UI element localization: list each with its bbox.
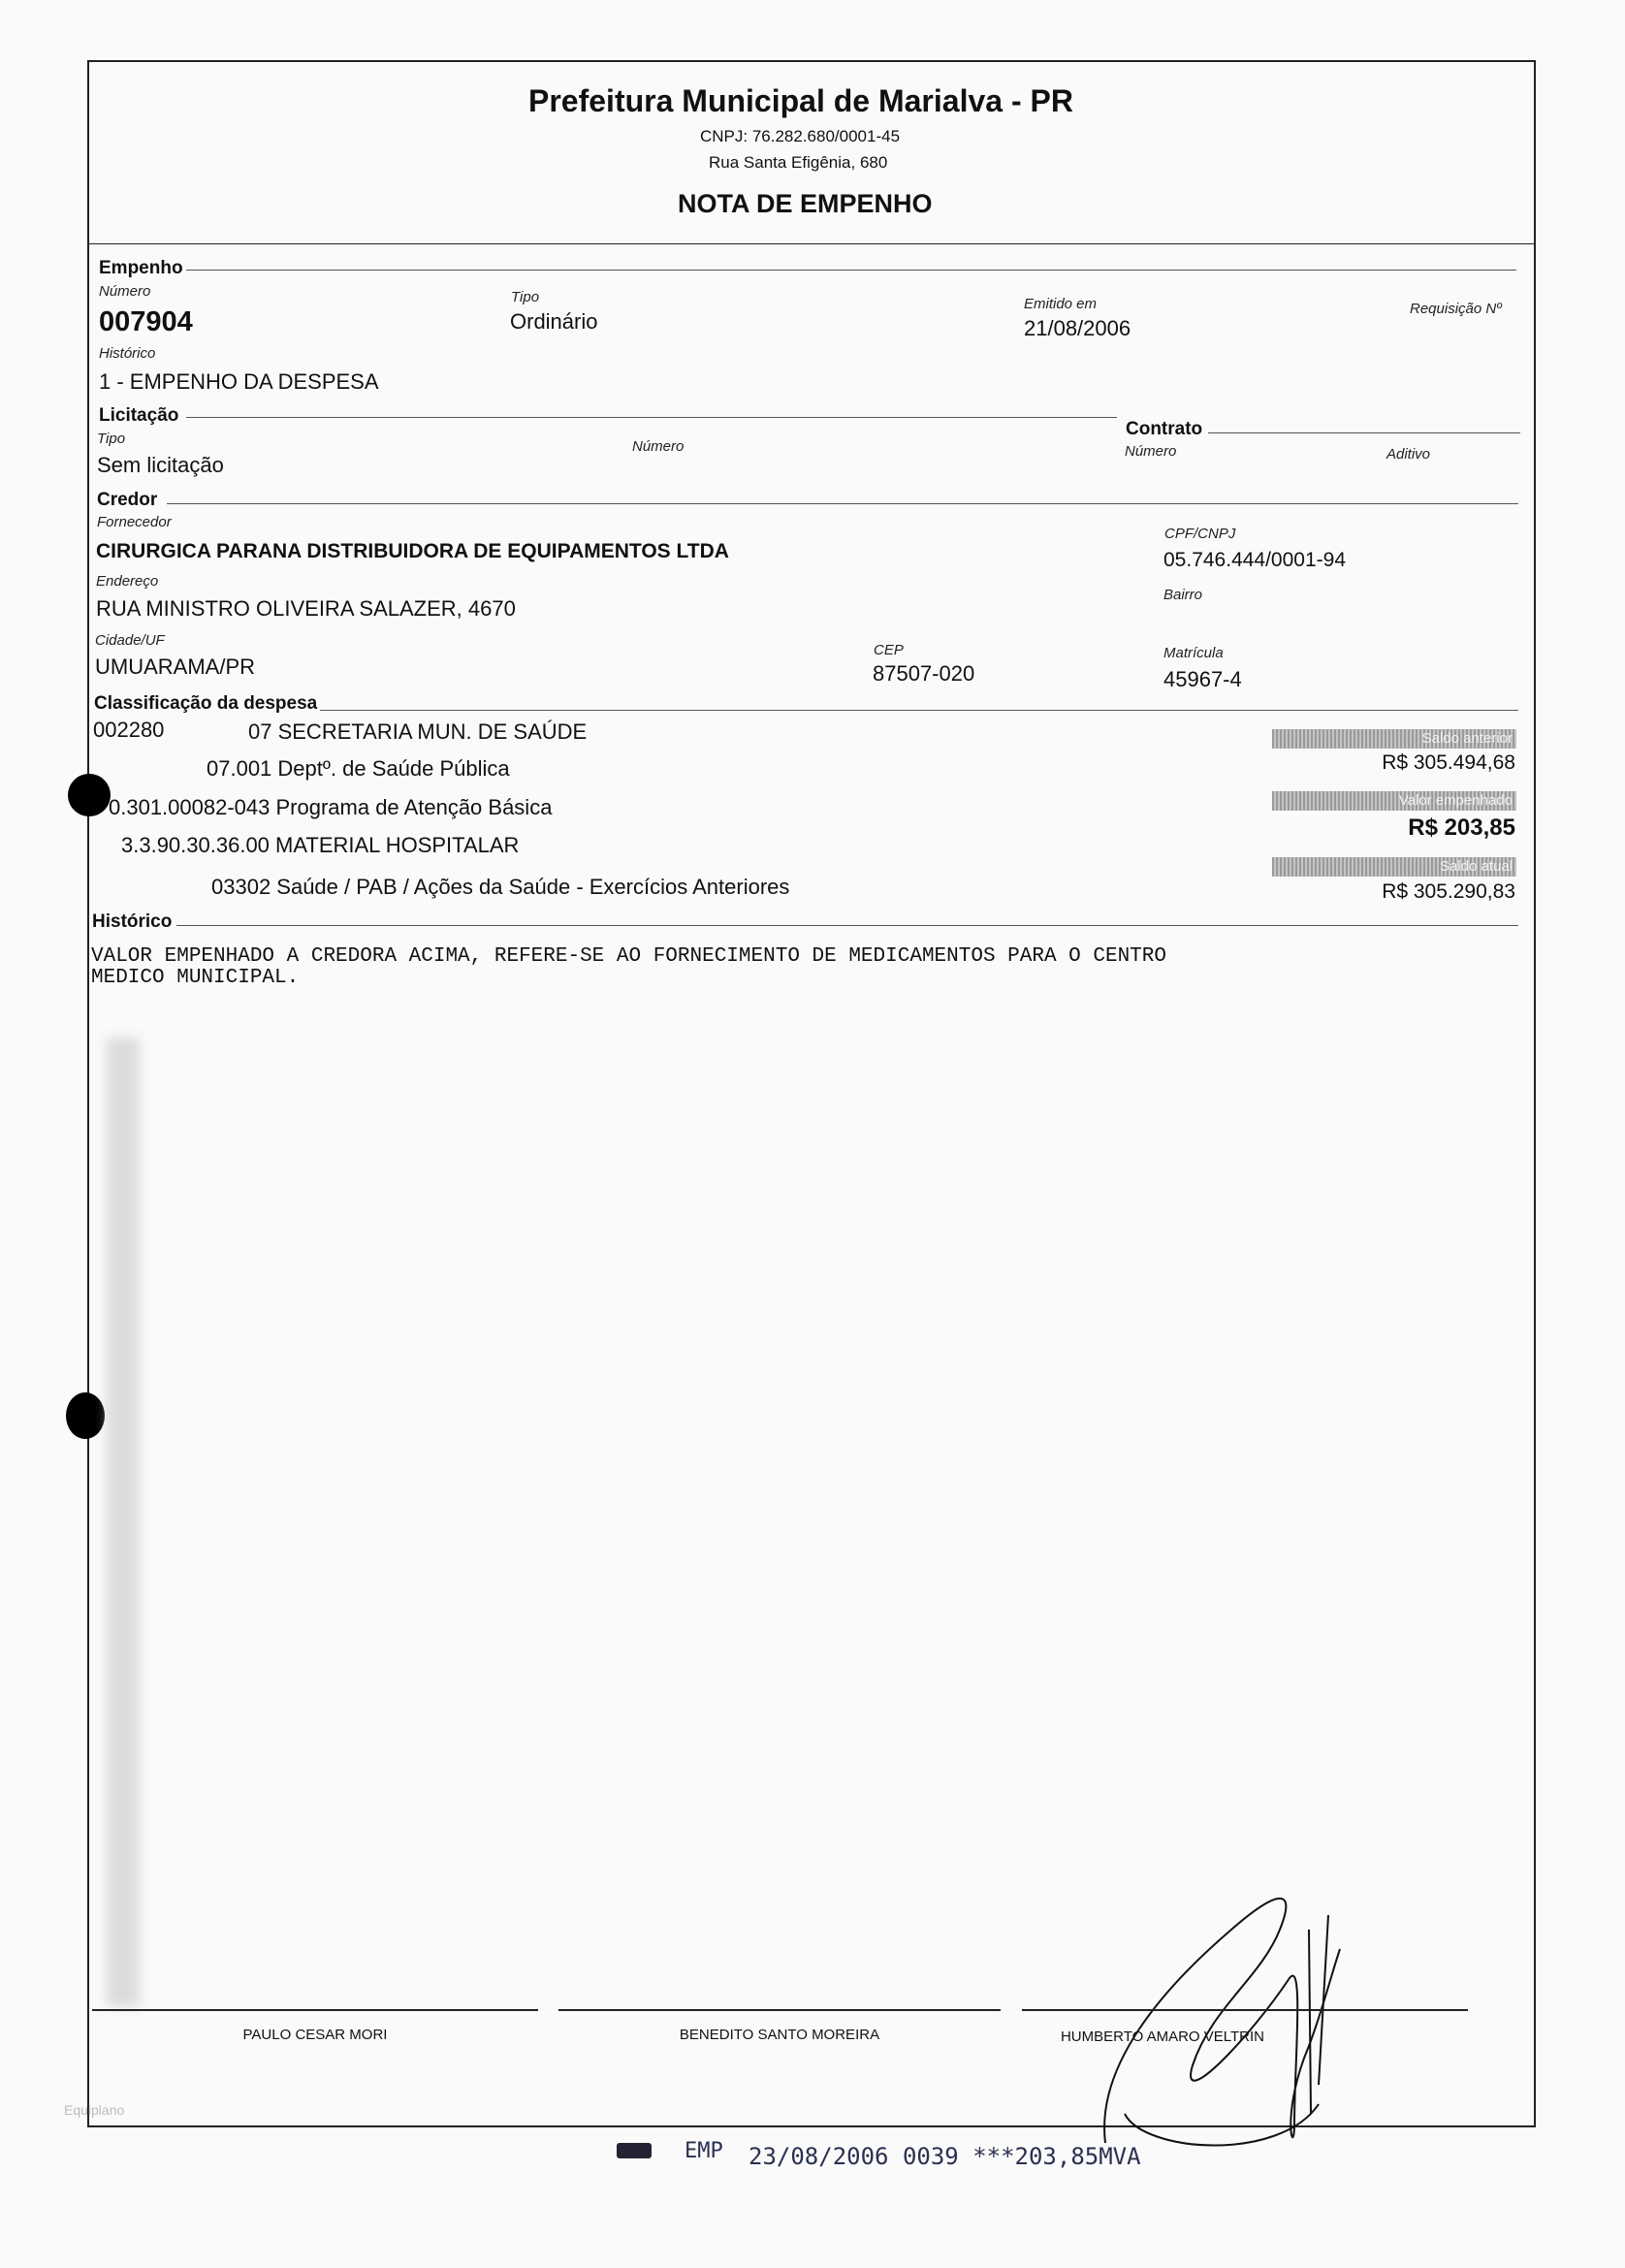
signature-name-2: BENEDITO SANTO MOREIRA: [679, 2027, 880, 2043]
empenho-tipo: Ordinário: [510, 309, 598, 334]
licitacao-tipo: Sem licitação: [97, 453, 224, 477]
saldo-anterior-value: R$ 305.494,68: [1382, 751, 1515, 774]
saldo-anterior-bar: [1272, 729, 1516, 749]
signature-line-1: [92, 2009, 538, 2011]
licitacao-rule: [186, 417, 1117, 418]
matricula-label: Matrícula: [1163, 645, 1224, 661]
historico-line-2: MEDICO MUNICIPAL.: [91, 967, 300, 989]
classificacao-line-1: 07 SECRETARIA MUN. DE SAÚDE: [248, 719, 588, 744]
mechanical-stamp-prefix: EMP: [685, 2139, 723, 2163]
fornecedor-name: CIRURGICA PARANA DISTRIBUIDORA DE EQUIPAMENTOS LTDA: [96, 540, 729, 562]
contrato-numero-label: Número: [1125, 443, 1177, 460]
valor-empenhado-bar: [1272, 791, 1516, 811]
requisicao-label: Requisição Nº: [1410, 301, 1502, 317]
empenho-rule: [186, 270, 1516, 271]
licitacao-numero-label: Número: [632, 438, 685, 455]
classificacao-rule: [320, 710, 1518, 711]
saldo-atual-bar: [1272, 857, 1516, 877]
valor-empenhado-label: Valor empenhado: [1398, 792, 1513, 809]
empenho-historico-label: Histórico: [99, 345, 156, 362]
header-divider: [87, 243, 1536, 244]
cidade-label: Cidade/UF: [95, 632, 165, 649]
mechanical-stamp: 23/08/2006 0039 ***203,85MVA: [749, 2143, 1141, 2170]
contrato-section: Contrato: [1126, 419, 1203, 439]
doc-title: NOTA DE EMPENHO: [678, 189, 933, 218]
endereco-value: RUA MINISTRO OLIVEIRA SALAZER, 4670: [96, 596, 516, 621]
software-watermark: Equiplano: [64, 2102, 125, 2118]
org-title: Prefeitura Municipal de Marialva - PR: [528, 83, 1073, 118]
cidade-value: UMUARAMA/PR: [95, 655, 256, 679]
classificacao-line-5: 03302 Saúde / PAB / Ações da Saúde - Exercícios Anteriores: [211, 875, 790, 899]
saldo-atual-label: Saldo atual: [1439, 858, 1513, 875]
credor-rule: [167, 503, 1518, 504]
classificacao-line-4: 3.3.90.30.36.00 MATERIAL HOSPITALAR: [121, 833, 520, 857]
cep-value: 87507-020: [873, 661, 975, 686]
cep-label: CEP: [874, 642, 904, 658]
stamp-mark: [617, 2143, 652, 2158]
historico-section: Histórico: [92, 911, 173, 932]
signature-line-3: [1022, 2009, 1468, 2011]
contrato-rule: [1208, 432, 1520, 433]
bairro-label: Bairro: [1163, 587, 1203, 603]
org-cnpj: CNPJ: 76.282.680/0001-45: [700, 127, 901, 145]
empenho-tipo-label: Tipo: [511, 289, 540, 305]
historico-line-1: VALOR EMPENHADO A CREDORA ACIMA, REFERE-SE AO FORNECIMENTO DE MEDICAMENTOS PARA O CENTRO: [91, 945, 1166, 968]
org-address: Rua Santa Efigênia, 680: [709, 153, 888, 172]
punch-hole-top: [68, 774, 111, 816]
licitacao-section: Licitação: [99, 405, 179, 426]
classificacao-line-3: 0.301.00082-043 Programa de Atenção Básica: [109, 795, 553, 819]
contrato-aditivo-label: Aditivo: [1386, 446, 1431, 463]
emitido-date: 21/08/2006: [1024, 316, 1131, 340]
credor-section: Credor: [97, 490, 158, 510]
scan-shadow: [107, 1038, 140, 2007]
saldo-anterior-label: Saldo anterior: [1421, 730, 1513, 747]
punch-hole-bottom: [66, 1392, 105, 1439]
classificacao-section: Classificação da despesa: [94, 693, 318, 714]
empenho-section: Empenho: [99, 258, 183, 278]
classificacao-code: 002280: [93, 718, 165, 742]
endereco-label: Endereço: [96, 573, 159, 590]
cpf-label: CPF/CNPJ: [1164, 526, 1236, 542]
saldo-atual-value: R$ 305.290,83: [1382, 880, 1515, 903]
signature-name-1: PAULO CESAR MORI: [242, 2027, 388, 2043]
valor-empenhado-value: R$ 203,85: [1408, 815, 1515, 841]
licitacao-tipo-label: Tipo: [97, 431, 126, 447]
empenho-numero: 007904: [99, 306, 193, 337]
matricula-value: 45967-4: [1163, 667, 1242, 691]
classificacao-line-2: 07.001 Deptº. de Saúde Pública: [207, 756, 510, 781]
handwritten-signature: [1086, 1871, 1406, 2172]
signature-line-2: [558, 2009, 1001, 2011]
fornecedor-label: Fornecedor: [97, 514, 172, 530]
empenho-numero-label: Número: [99, 283, 151, 300]
signature-name-3: HUMBERTO AMARO VELTRIN: [1060, 2028, 1265, 2045]
cpf-value: 05.746.444/0001-94: [1163, 549, 1347, 571]
empenho-historico: 1 - EMPENHO DA DESPESA: [99, 369, 379, 394]
historico-rule: [176, 925, 1518, 926]
emitido-label: Emitido em: [1024, 296, 1098, 312]
